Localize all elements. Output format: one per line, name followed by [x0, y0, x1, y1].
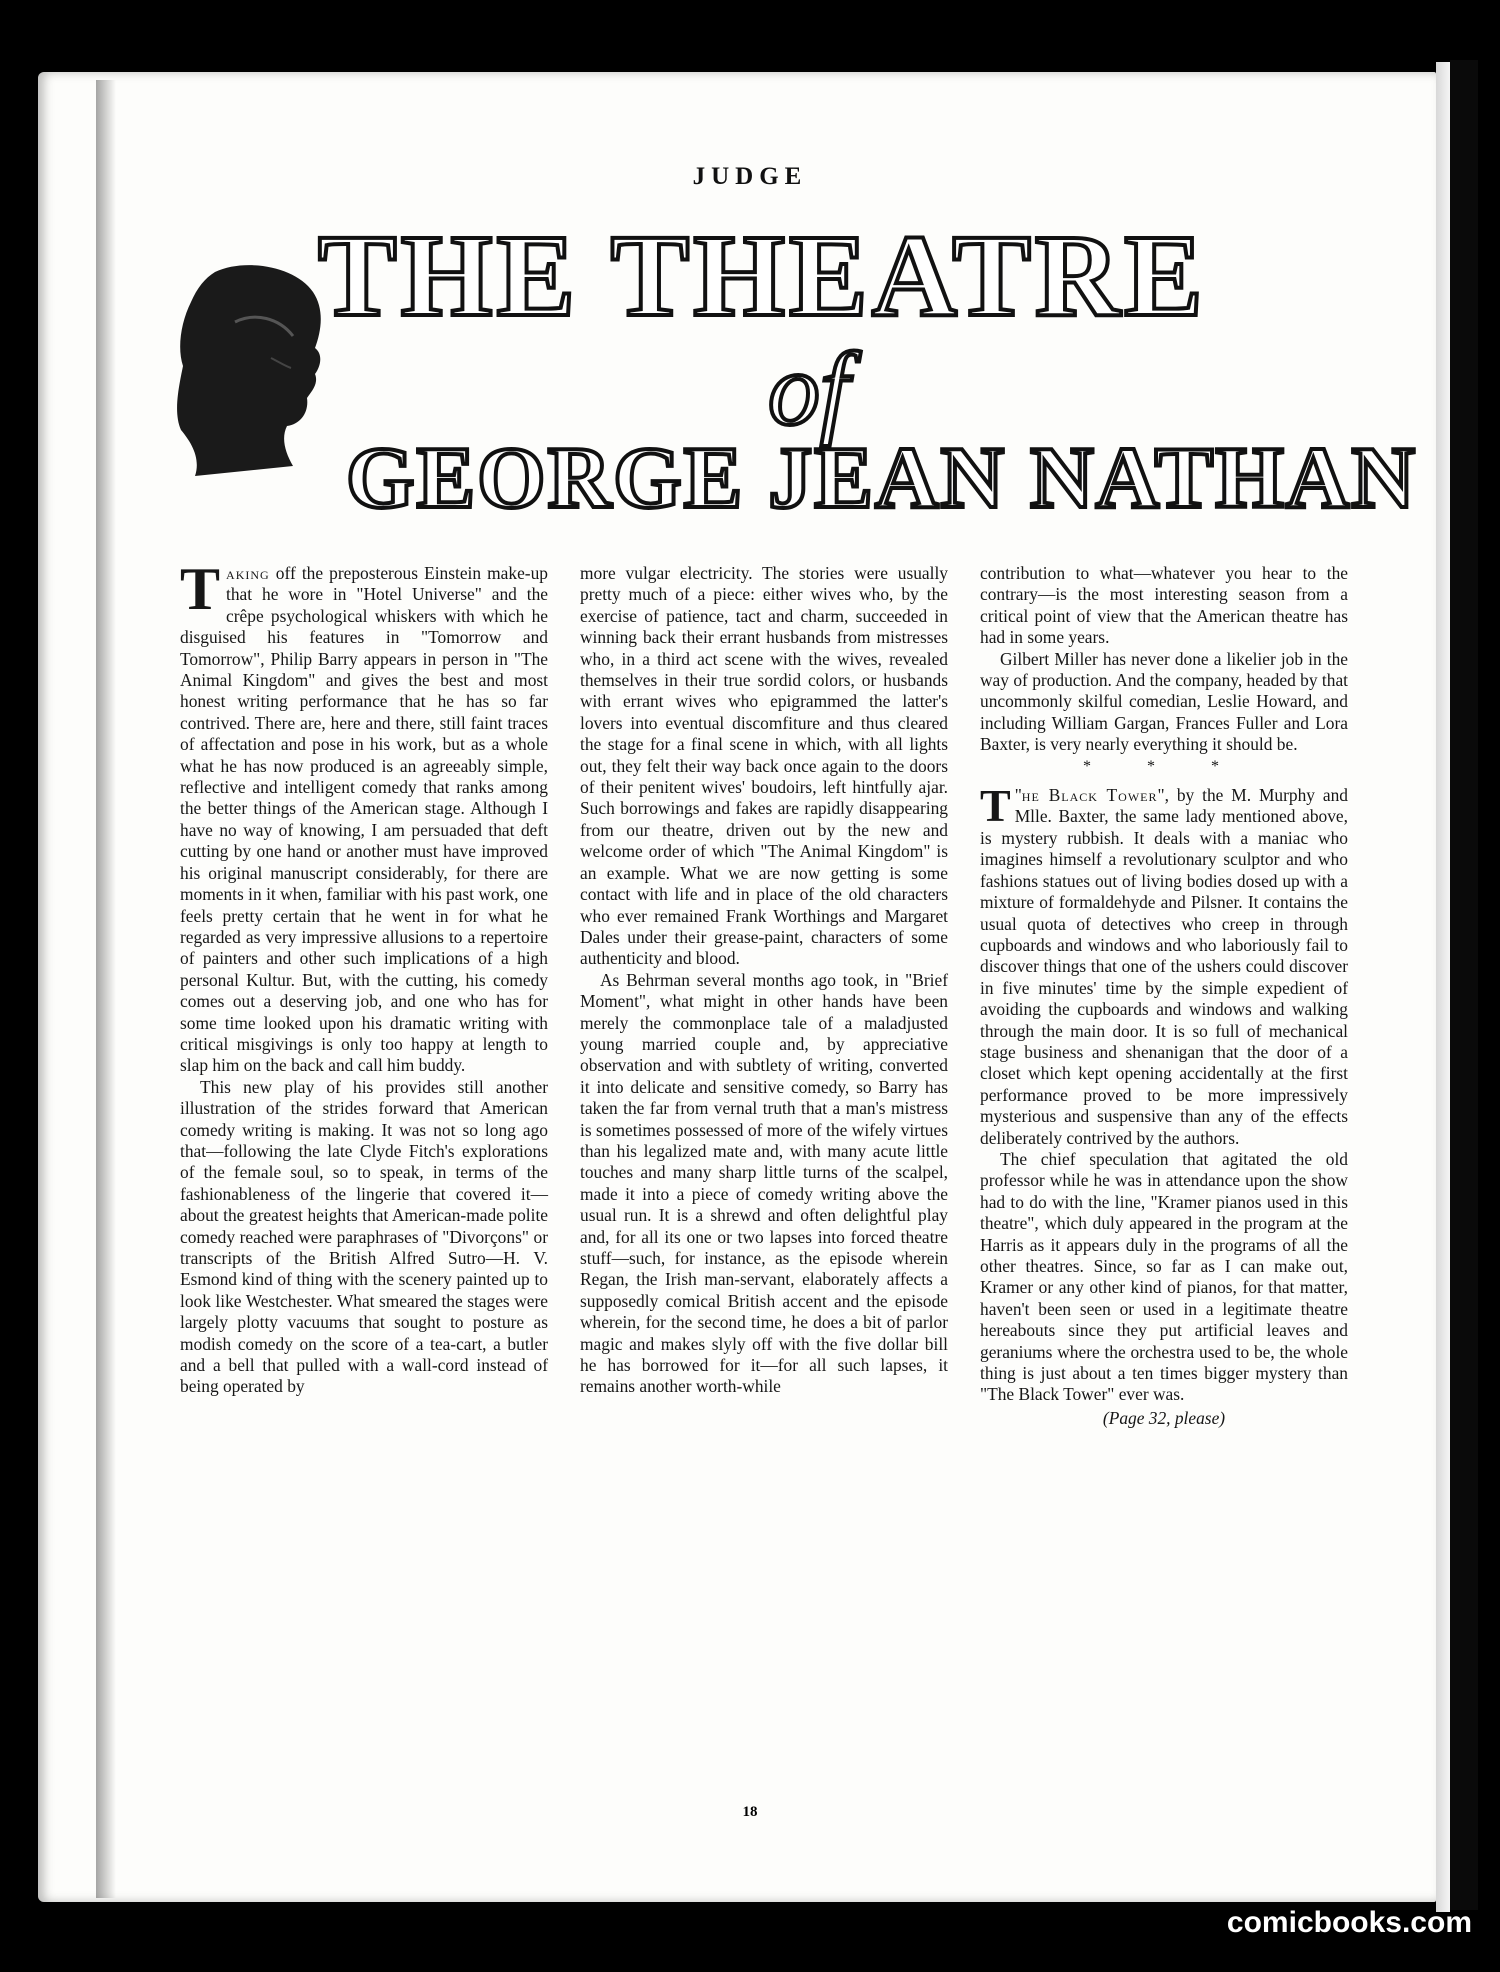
title-of: of [768, 332, 849, 447]
paragraph [180, 556, 548, 1077]
column-3 [980, 563, 1348, 1429]
paragraph: contribution to what—whatever you hear to the contrary—is the most interesting season from a critical point of view that the American theatre has had in some years. [980, 563, 1348, 648]
open-quote: " [1014, 785, 1022, 806]
masthead: JUDGE [692, 163, 808, 190]
section-break: * * * [1083, 757, 1245, 775]
title-line-1: THE THEATRE [318, 210, 1207, 341]
paragraph [980, 780, 1348, 1149]
next-page-edge [1436, 62, 1450, 1912]
article-columns [180, 556, 1348, 1429]
paragraph: As Behrman several months ago took, in "Brief Moment", what might in other hands have been merely the commonplace tale of a maladjusted young married couple and, by appreciative observation and with subtlety of writing, converted it into delicate and sensitive comedy, so Barry has taken the far from vernal truth that a man's mistress is sometimes possessed of more of the wifely virtues than his legalized mate and, with many acute little touches and many sharp little turns of the scalpel, made it into a piece of comedy writing above the usual run. It is a shrewd and often delightful play and, for all its one or two lapses into forced theatre stuff—such, for instance, as the episode wherein Regan, the Irish man-servant, elaborately affects a supposedly comical British accent and the episode wherein, for the second time, he does a bit of parlor magic and makes slyly off with the five dollar bill he has borrowed for it—for all such lapses, it remains another worth-while [580, 969, 948, 1397]
paragraph: Gilbert Miller has never done a likelier job in the way of production. And the company, headed by that uncommonly skilful comedian, Leslie Howard, and including William Gargan, Frances Fuller and Lora Baxter, is very nearly everything it should be. [980, 648, 1348, 755]
watermark: comicbooks.com [1226, 1906, 1472, 1939]
paragraph: This new play of his provides still another illustration of the strides forward that American comedy writing is making. It was not so long ago that—following the late Clyde Fitch's explorations of the female soul, so to speak, in terms of the fashionableness of the lingerie that covered it—about the greatest heights that American-made polite comedy reached were paraphrases of "Divorçons" or transcripts of the British Alfred Sutro—H. V. Esmond kind of thing with the scenery painted up to look like Westchester. What smeared the stages were largely plotty vacuums that sought to posture as modish comedy on the score of a tea-cart, a butler and a bell that pulled with a wall-cord instead of being operated by [180, 1076, 548, 1397]
column-1 [180, 556, 548, 1429]
drop-cap: T [180, 556, 221, 622]
continued-note: (Page 32, please) [1102, 1407, 1226, 1428]
portrait-silhouette-icon [175, 262, 335, 480]
gutter-shadow [96, 80, 116, 1898]
paragraph-text: off the preposterous Einstein make-up that he wore in "Hotel Universe" and the crêpe psychological whiskers with which he disguised his features in "Tomorrow and Tomorrow", Philip Barry appears in person in "The Animal Kingdom" and gives the best and most honest writing performance that he has so far contrived. There are, here and there, still faint traces of affectation and pose in his work, but as a whole what he has now produced is an agreeably simple, reflective and intelligent comedy that ranks among the better things of the American stage. Although I have no way of knowing, I am persuaded that deft cutting by one hand or another must have improved his original manuscript considerably, for there are moments in it when, familiar with his past work, one feels pretty certain that he went in for what he regarded as very impressive allusions to a repertoire of painters and other such implications of a high personal Kultur. But, with the cutting, his comedy comes out a deserving job, and one who has for some time looked upon his dramatic writing with critical misgivings is only too happy at length to slap him on the back and call him buddy. [180, 563, 548, 1076]
title-line-2: GEORGE JEAN NATHAN [346, 430, 1417, 527]
paragraph: more vulgar electricity. The stories were usually pretty much of a piece: either wives who, by the exercise of patience, tact and charm, succeeded in winning back their errant husbands from mistresses who, in a third act scene with the wives, revealed themselves in their true sordid colors, or husbands with errant wives who epigrammed the latter's lovers into eventual discomfiture and thus cleared the stage for a final scene in which, with all lights out, they felt their way back once again to the doors of their penitent wives' boudoirs, left hintfully ajar. Such borrowings and fakes are rapidly disappearing from our theatre, driven out by the new and welcome order of which "The Animal Kingdom" is an example. What we are now getting is some contact with life and in place of the old characters who ever remained Frank Worthings and Margaret Dales under their grease-paint, characters of some authenticity and blood. [580, 563, 948, 969]
column-2 [580, 563, 948, 1429]
paragraph-text: ", by the M. Murphy and Mlle. Baxter, the same lady mentioned above, is mystery rubbish. It deals with a maniac who imagines himself a revolutionary sculptor and who fashions statues out of living bodies dosed up with a mixture of formaldehyde and Pilsner. It contains the usual quota of detectives who creep in through cupboards and windows and who laboriously fail to discover things that one of the ushers could discover in five minutes' time by the simple expedient of avoiding the cupboards and windows and walking through the main door. It is so full of mechanical stage business and shenanigan that the door of a closet which kept opening accidentally at the first performance proved to be more impressively mysterious and suspensive than any of the effects deliberately contrived by the authors. [980, 785, 1348, 1148]
drop-cap: T [980, 780, 1011, 832]
lead-smallcaps: aking [226, 563, 270, 583]
lead-smallcaps: he Black Tower [1021, 785, 1158, 806]
paragraph: The chief speculation that agitated the old professor while he was in attendance upon the show had to do with the line, "Kramer pianos used in this theatre", which duly appeared in the program at the Harris as it appears duly in the programs of all the other theatres. Since, so far as I can make out, Kramer or any other kind of pianos, for that matter, haven't been seen or used in a legitimate theatre hereabouts since they put artificial leaves and geraniums where the orchestra used to be, the whole thing is just about a ten times bigger mystery than "The Black Tower" ever was. [980, 1148, 1348, 1405]
page-number: 18 [742, 1804, 758, 1820]
right-binding [1450, 60, 1478, 1910]
